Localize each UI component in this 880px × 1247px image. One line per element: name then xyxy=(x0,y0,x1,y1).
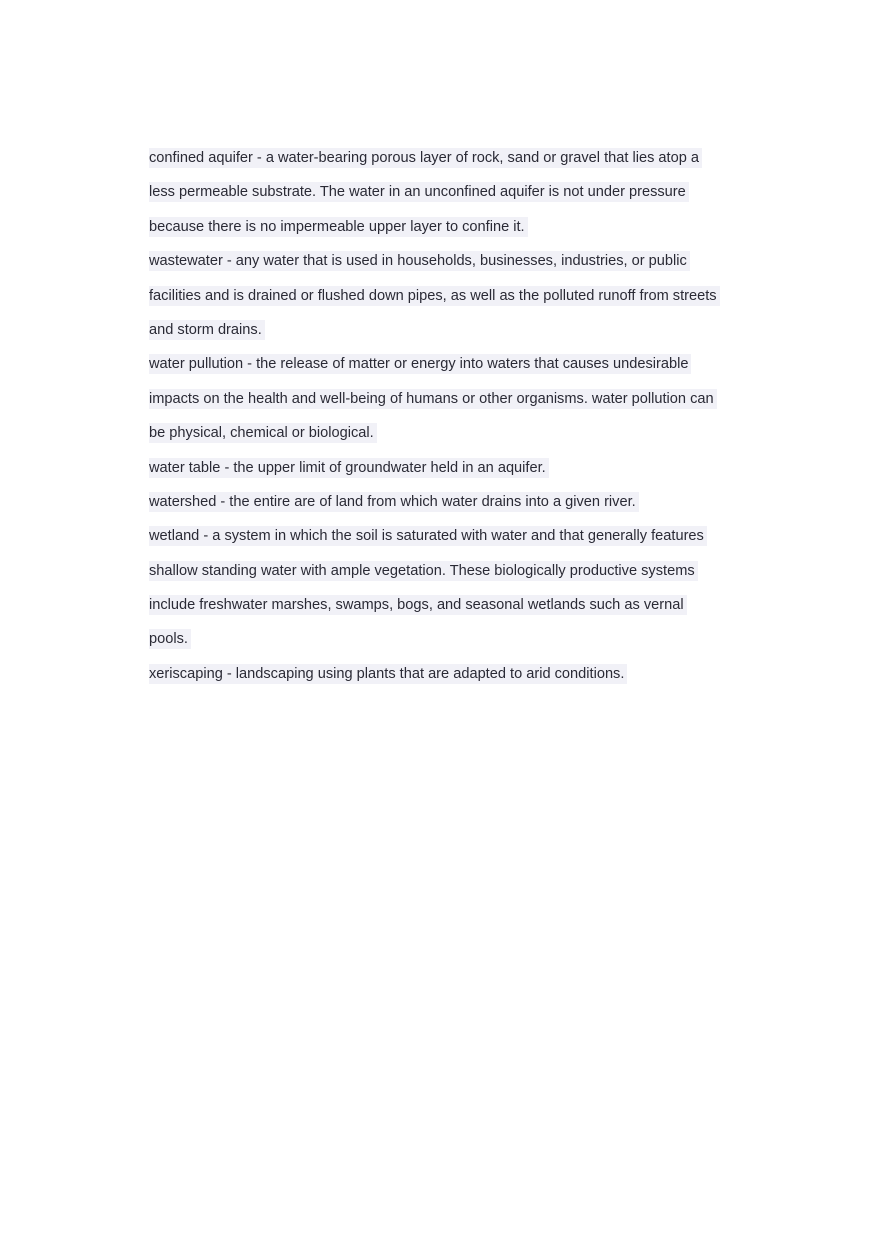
text-line: xeriscaping - landscaping using plants that are adapted to arid conditions. xyxy=(149,657,749,691)
glossary-text xyxy=(149,141,749,691)
text-line: and storm drains. xyxy=(149,313,749,347)
text-line: shallow standing water with ample vegetation. These biologically productive systems xyxy=(149,554,749,588)
text-line: water table - the upper limit of groundwater held in an aquifer. xyxy=(149,451,749,485)
text-line: watershed - the entire are of land from which water drains into a given river. xyxy=(149,485,749,519)
text-line: confined aquifer - a water-bearing porous layer of rock, sand or gravel that lies atop a xyxy=(149,141,749,175)
text-line: wetland - a system in which the soil is saturated with water and that generally features xyxy=(149,519,749,553)
text-line: wastewater - any water that is used in households, businesses, industries, or public xyxy=(149,244,749,278)
text-line: facilities and is drained or flushed down pipes, as well as the polluted runoff from streets xyxy=(149,279,749,313)
text-line: include freshwater marshes, swamps, bogs, and seasonal wetlands such as vernal xyxy=(149,588,749,622)
text-line: less permeable substrate. The water in an unconfined aquifer is not under pressure xyxy=(149,175,749,209)
text-line: pools. xyxy=(149,622,749,656)
text-line: impacts on the health and well-being of humans or other organisms. water pollution can xyxy=(149,382,749,416)
text-line: be physical, chemical or biological. xyxy=(149,416,749,450)
text-line: water pullution - the release of matter or energy into waters that causes undesirable xyxy=(149,347,749,381)
text-line: because there is no impermeable upper layer to confine it. xyxy=(149,210,749,244)
